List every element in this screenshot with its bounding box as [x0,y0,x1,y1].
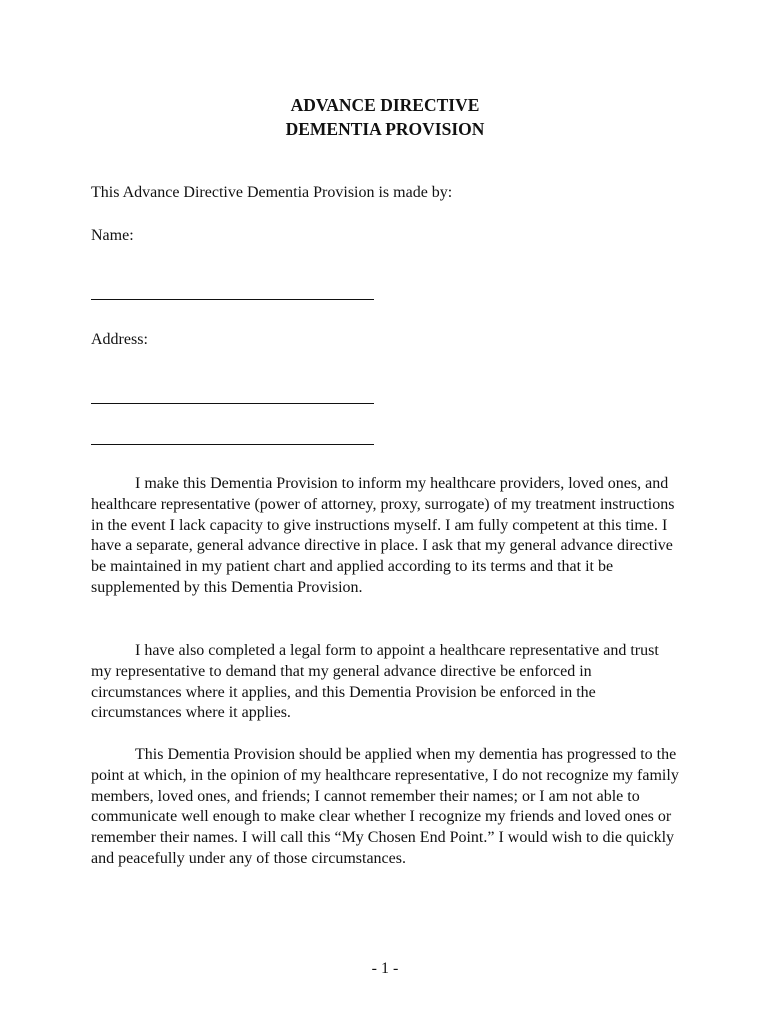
paragraph-purpose: I make this Dementia Provision to inform my healthcare providers, loved ones, and healthcare representative (power of attorney, proxy, surrogate) of my treatment instructions in the event I lack capacity to give instructions myself. I am fully competent at this time. I have a separate, general advance directive in place. I ask that my general advance directive be maintained in my patient chart and applied according to its terms and that it be supplemented by this Dementia Provision. [91,475,675,596]
address-field-line-2[interactable] [91,444,374,445]
name-field-line[interactable] [91,299,374,300]
intro-text: This Advance Directive Dementia Provision is made by: [91,184,453,201]
document-title-line-2: DEMENTIA PROVISION [285,119,485,139]
address-label: Address: [91,331,148,348]
name-label: Name: [91,227,134,244]
document-title-line-1: ADVANCE DIRECTIVE [290,95,480,115]
paragraph-chosen-end-point: This Dementia Provision should be applied when my dementia has progressed to the point at which, in the opinion of my healthcare representative, I do not recognize my family members, loved ones, and friends; I cannot remember their names; or I am not able to communicate well enough to make clear whether I recognize my friends and loved ones or remember their names. I will call this “My Chosen End Point.” I would wish to die quickly and peacefully under any of those circumstances. [91,746,679,867]
page-number: - 1 - [371,960,399,977]
paragraph-representative: I have also completed a legal form to appoint a healthcare representative and trust my representative to demand that my general advance directive be enforced in circumstances where it applies, and this Dementia Provision be enforced in the circumstances where it applies. [91,642,659,722]
address-field-line-1[interactable] [91,403,374,404]
